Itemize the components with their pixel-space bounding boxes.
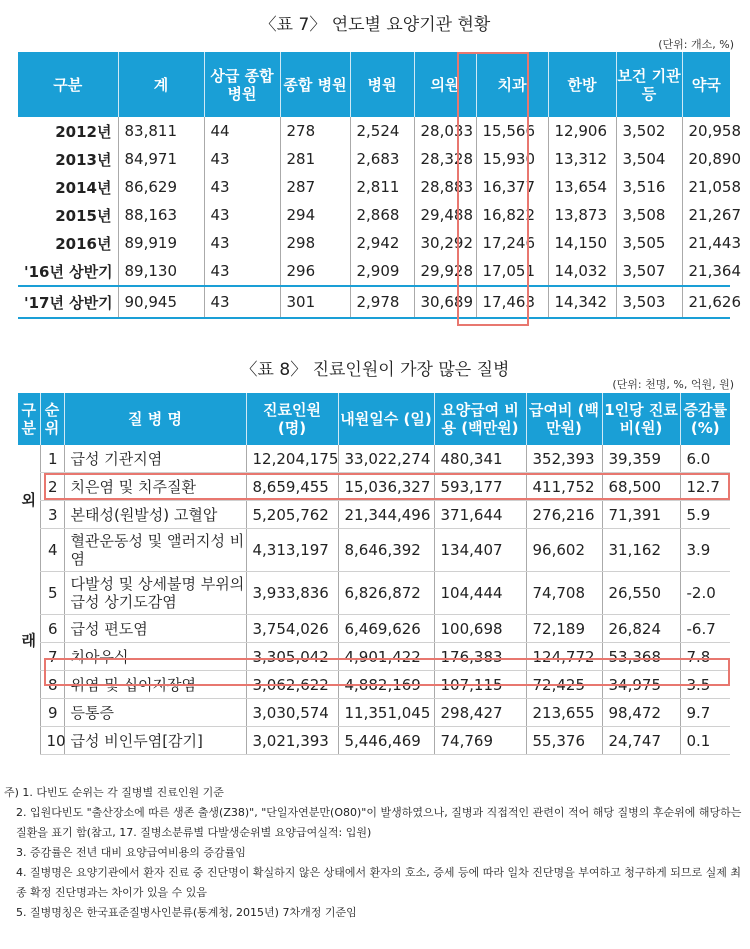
rank-cell: 3 <box>40 501 64 529</box>
table7-header-cell: 구분 <box>18 52 118 117</box>
table-row <box>18 229 730 257</box>
value-cell: 89,919 <box>118 229 204 257</box>
value-cell: 84,971 <box>118 145 204 173</box>
footnote: 주) 1. 다빈도 순위는 각 질병별 진료인원 기준 <box>4 786 224 799</box>
value-cell: 86,629 <box>118 173 204 201</box>
rank-cell: 2 <box>40 473 64 501</box>
disease-name-cell: 다발성 및 상세불명 부위의 급성 상기도감염 <box>64 572 246 615</box>
value-cell: 21,267 <box>682 201 730 229</box>
disease-name-cell: 혈관운동성 및 앨러지성 비염 <box>64 529 246 572</box>
table8-header-cell: 질 병 명 <box>64 393 246 445</box>
value-cell: -6.7 <box>680 615 730 643</box>
table-row <box>18 643 730 671</box>
table7-header-cell: 의원 <box>414 52 476 117</box>
value-cell: 11,351,045 <box>338 699 434 727</box>
value-cell: 3,030,574 <box>246 699 338 727</box>
year-cell: 2013년 <box>55 150 112 169</box>
value-cell: 100,698 <box>434 615 526 643</box>
value-cell: 3,021,393 <box>246 727 338 755</box>
value-cell: 593,177 <box>434 473 526 501</box>
disease-name-cell: 급성 편도염 <box>64 615 246 643</box>
value-cell: 8,646,392 <box>338 529 434 572</box>
year-cell: 2014년 <box>55 178 112 197</box>
value-cell: 74,769 <box>434 727 526 755</box>
value-cell: 98,472 <box>602 699 680 727</box>
value-cell: 34,975 <box>602 671 680 699</box>
value-cell: 28,328 <box>414 145 476 173</box>
value-cell: 371,644 <box>434 501 526 529</box>
table8-title: 〈표 8〉 진료인원이 가장 많은 질병 <box>240 360 510 380</box>
value-cell: 33,022,274 <box>338 445 434 473</box>
footnote: 2. 입원다빈도 "출산장소에 따른 생존 출생(Z38)", "단일자연분만(O80)"이 발생하였으나, 질병과 직접적인 관련이 적어 해당 질병의 후순위에 해당하는 질환을 표기 함(참고, 17. 질병소분류별 다발생순위별 요양급여실적: 입원) <box>16 806 742 839</box>
value-cell: 352,393 <box>526 445 602 473</box>
value-cell: 15,566 <box>476 117 548 145</box>
value-cell: 83,811 <box>118 117 204 145</box>
table-row <box>18 699 730 727</box>
table-row <box>18 529 730 572</box>
value-cell: 29,488 <box>414 201 476 229</box>
value-cell: 3,508 <box>616 201 682 229</box>
value-cell: 9.7 <box>680 699 730 727</box>
table8-header-cell: 내원일수 (일) <box>338 393 434 445</box>
value-cell: 213,655 <box>526 699 602 727</box>
disease-name-cell: 위염 및 십이지장염 <box>64 671 246 699</box>
value-cell: 74,708 <box>526 572 602 615</box>
value-cell: -2.0 <box>680 572 730 615</box>
year-cell: '17년 상반기 <box>18 286 118 318</box>
value-cell: 6.0 <box>680 445 730 473</box>
year-cell: '16년 상반기 <box>24 262 113 281</box>
value-cell: 5,446,469 <box>338 727 434 755</box>
value-cell: 15,036,327 <box>338 473 434 501</box>
value-cell: 2,524 <box>350 117 414 145</box>
value-cell: 89,130 <box>118 257 204 286</box>
value-cell: 296 <box>280 257 350 286</box>
value-cell: 3,504 <box>616 145 682 173</box>
value-cell: 43 <box>204 145 280 173</box>
table-row <box>18 727 730 755</box>
disease-name-cell: 본태성(원발성) 고혈압 <box>64 501 246 529</box>
value-cell: 17,051 <box>476 257 548 286</box>
rank-cell: 7 <box>40 643 64 671</box>
footnote: 5. 질병명칭은 한국표준질병사인분류(통계청, 2015년) 7차개정 기준임 <box>16 906 357 919</box>
table-row <box>18 117 730 145</box>
value-cell: 30,689 <box>414 286 476 318</box>
value-cell: 2,811 <box>350 173 414 201</box>
value-cell: 6,826,872 <box>338 572 434 615</box>
disease-name-cell: 치아우식 <box>64 643 246 671</box>
table-row <box>18 257 730 286</box>
value-cell: 20,890 <box>682 145 730 173</box>
value-cell: 55,376 <box>526 727 602 755</box>
footnote: 3. 증감률은 전년 대비 요양급여비용의 증감률임 <box>16 846 246 859</box>
value-cell: 3,516 <box>616 173 682 201</box>
value-cell: 13,312 <box>548 145 616 173</box>
value-cell: 5,205,762 <box>246 501 338 529</box>
table8-header-cell: 급여비 (백만원) <box>526 393 602 445</box>
value-cell: 104,444 <box>434 572 526 615</box>
value-cell: 53,368 <box>602 643 680 671</box>
value-cell: 12,906 <box>548 117 616 145</box>
footnotes <box>4 783 742 923</box>
value-cell: 3.9 <box>680 529 730 572</box>
value-cell: 3,502 <box>616 117 682 145</box>
value-cell: 17,463 <box>476 286 548 318</box>
disease-table <box>18 393 730 755</box>
table-row <box>18 173 730 201</box>
value-cell: 44 <box>204 117 280 145</box>
value-cell: 26,550 <box>602 572 680 615</box>
value-cell: 39,359 <box>602 445 680 473</box>
table8-unit: (단위: 천명, %, 억원, 원) <box>612 378 734 391</box>
value-cell: 278 <box>280 117 350 145</box>
value-cell: 30,292 <box>414 229 476 257</box>
value-cell: 3,305,042 <box>246 643 338 671</box>
rank-cell: 9 <box>40 699 64 727</box>
value-cell: 2,942 <box>350 229 414 257</box>
value-cell: 43 <box>204 257 280 286</box>
value-cell: 26,824 <box>602 615 680 643</box>
disease-name-cell: 치은염 및 치주질환 <box>64 473 246 501</box>
value-cell: 15,930 <box>476 145 548 173</box>
value-cell: 16,822 <box>476 201 548 229</box>
value-cell: 3,754,026 <box>246 615 338 643</box>
value-cell: 4,882,169 <box>338 671 434 699</box>
value-cell: 2,868 <box>350 201 414 229</box>
value-cell: 3,062,622 <box>246 671 338 699</box>
year-cell: 2016년 <box>55 234 112 253</box>
rank-cell: 6 <box>40 615 64 643</box>
value-cell: 21,443 <box>682 229 730 257</box>
value-cell: 14,150 <box>548 229 616 257</box>
rank-cell: 5 <box>40 572 64 615</box>
table-row <box>18 145 730 173</box>
value-cell: 294 <box>280 201 350 229</box>
disease-name-cell: 급성 기관지염 <box>64 445 246 473</box>
table7-header-cell: 종합 병원 <box>280 52 350 117</box>
table7-header-cell: 치과 <box>476 52 548 117</box>
value-cell: 107,115 <box>434 671 526 699</box>
table7-header-cell: 약국 <box>682 52 730 117</box>
table8-header-cell: 증감률 (%) <box>680 393 730 445</box>
value-cell: 43 <box>204 201 280 229</box>
value-cell: 298 <box>280 229 350 257</box>
value-cell: 8,659,455 <box>246 473 338 501</box>
value-cell: 276,216 <box>526 501 602 529</box>
value-cell: 28,883 <box>414 173 476 201</box>
disease-name-cell: 등통증 <box>64 699 246 727</box>
rank-cell: 4 <box>40 529 64 572</box>
table-row <box>18 671 730 699</box>
value-cell: 29,928 <box>414 257 476 286</box>
year-cell: 2015년 <box>55 206 112 225</box>
table7-title: 〈표 7〉 연도별 요양기관 현황 <box>259 15 491 35</box>
table-row <box>18 572 730 615</box>
disease-name-cell: 급성 비인두염[감기] <box>64 727 246 755</box>
value-cell: 7.8 <box>680 643 730 671</box>
value-cell: 124,772 <box>526 643 602 671</box>
value-cell: 281 <box>280 145 350 173</box>
value-cell: 3,503 <box>616 286 682 318</box>
table-row <box>18 615 730 643</box>
table-row <box>18 445 730 473</box>
table7-header-cell: 계 <box>118 52 204 117</box>
value-cell: 21,364 <box>682 257 730 286</box>
value-cell: 43 <box>204 286 280 318</box>
year-cell: 2012년 <box>55 122 112 141</box>
value-cell: 24,747 <box>602 727 680 755</box>
value-cell: 12,204,175 <box>246 445 338 473</box>
value-cell: 4,313,197 <box>246 529 338 572</box>
value-cell: 0.1 <box>680 727 730 755</box>
table7-unit: (단위: 개소, %) <box>658 38 734 51</box>
value-cell: 72,425 <box>526 671 602 699</box>
table-row <box>18 286 730 318</box>
value-cell: 21,058 <box>682 173 730 201</box>
group-label-cell: 외 래 <box>19 492 38 708</box>
value-cell: 3,507 <box>616 257 682 286</box>
value-cell: 96,602 <box>526 529 602 572</box>
table-row <box>18 201 730 229</box>
rank-cell: 8 <box>40 671 64 699</box>
value-cell: 21,626 <box>682 286 730 318</box>
table7-header-cell: 병원 <box>350 52 414 117</box>
value-cell: 480,341 <box>434 445 526 473</box>
value-cell: 2,909 <box>350 257 414 286</box>
value-cell: 301 <box>280 286 350 318</box>
rank-cell: 10 <box>40 727 64 755</box>
value-cell: 3,505 <box>616 229 682 257</box>
value-cell: 21,344,496 <box>338 501 434 529</box>
value-cell: 287 <box>280 173 350 201</box>
value-cell: 3.5 <box>680 671 730 699</box>
value-cell: 20,958 <box>682 117 730 145</box>
table8-header-cell: 진료인원 (명) <box>246 393 338 445</box>
value-cell: 72,189 <box>526 615 602 643</box>
value-cell: 90,945 <box>118 286 204 318</box>
table8-header-cell: 요양급여 비용 (백만원) <box>434 393 526 445</box>
rank-cell: 1 <box>40 445 64 473</box>
value-cell: 12.7 <box>680 473 730 501</box>
value-cell: 2,683 <box>350 145 414 173</box>
table7-header-cell: 상급 종합병원 <box>204 52 280 117</box>
value-cell: 134,407 <box>434 529 526 572</box>
footnote: 4. 질병명은 요양기관에서 환자 진료 중 진단명이 확실하지 않은 상태에서 환자의 호소, 증세 등에 따라 일차 진단명을 부여하고 청구하게 되므로 실제 최종 확정 진단명과는 차이가 있을 수 있음 <box>16 866 741 899</box>
value-cell: 71,391 <box>602 501 680 529</box>
facility-table <box>18 52 741 319</box>
table-row <box>18 473 730 501</box>
value-cell: 43 <box>204 173 280 201</box>
value-cell: 16,377 <box>476 173 548 201</box>
table8-header-cell: 순위 <box>40 393 64 445</box>
table8-header-cell: 구분 <box>18 393 40 445</box>
table7-header-cell: 한방 <box>548 52 616 117</box>
value-cell: 176,383 <box>434 643 526 671</box>
value-cell: 3,933,836 <box>246 572 338 615</box>
value-cell: 4,901,422 <box>338 643 434 671</box>
value-cell: 2,978 <box>350 286 414 318</box>
value-cell: 13,873 <box>548 201 616 229</box>
value-cell: 43 <box>204 229 280 257</box>
table8-header-cell: 1인당 진료비(원) <box>602 393 680 445</box>
table7-header-cell: 보건 기관 등 <box>616 52 682 117</box>
value-cell: 5.9 <box>680 501 730 529</box>
value-cell: 13,654 <box>548 173 616 201</box>
value-cell: 31,162 <box>602 529 680 572</box>
value-cell: 68,500 <box>602 473 680 501</box>
value-cell: 17,246 <box>476 229 548 257</box>
value-cell: 14,032 <box>548 257 616 286</box>
value-cell: 298,427 <box>434 699 526 727</box>
value-cell: 14,342 <box>548 286 616 318</box>
value-cell: 28,033 <box>414 117 476 145</box>
value-cell: 88,163 <box>118 201 204 229</box>
value-cell: 411,752 <box>526 473 602 501</box>
table-row <box>18 501 730 529</box>
value-cell: 6,469,626 <box>338 615 434 643</box>
